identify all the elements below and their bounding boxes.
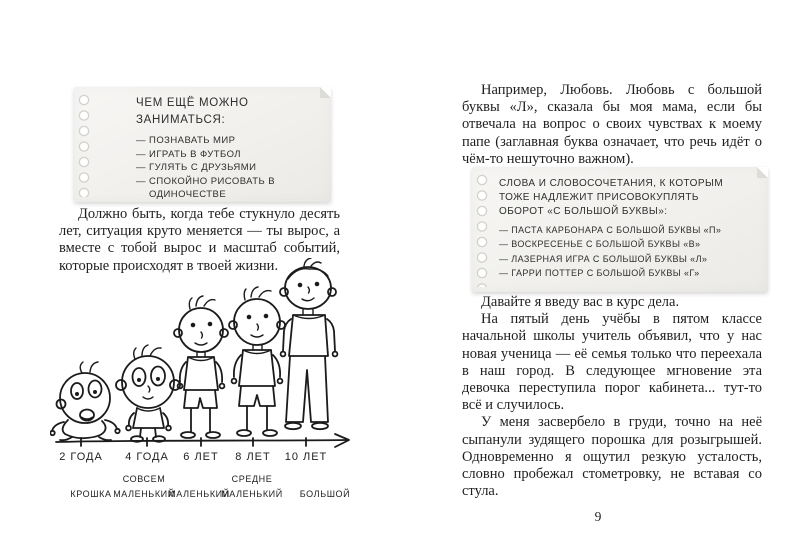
timeline-age-label: 8 ЛЕТ	[235, 451, 271, 463]
torn-edge-holes	[475, 172, 489, 287]
timeline-age-label: 10 ЛЕТ	[284, 451, 328, 463]
note-capital-letter-phrases	[472, 167, 768, 292]
note-list-item: — ГАРРИ ПОТТЕР С БОЛЬШОЙ БУКВЫ «Г»	[499, 268, 700, 279]
folded-corner	[320, 87, 331, 98]
timeline-size-label: КРОШКА	[70, 489, 112, 499]
timeline-age-label: 2 ГОДА	[59, 451, 103, 463]
timeline-size-label: МАЛЕНЬКИЙ	[168, 489, 230, 499]
timeline-age-label: 6 ЛЕТ	[183, 451, 219, 463]
left-page-paragraph: Должно быть, когда тебе стукнуло десять лет, ситуация круто меняется — ты вырос, а вместе с тобой вырос и масштаб событий, которые происходят в твоей жизни.	[59, 206, 340, 274]
note-list-item: — СПОКОЙНО РИСОВАТЬ В ОДИНОЧЕСТВЕ	[136, 175, 276, 201]
medium-boy-figure	[229, 287, 285, 436]
note-list-item: — ПАСТА КАРБОНАРА С БОЛЬШОЙ БУКВЫ «П»	[499, 225, 722, 235]
note-list-item: — ГУЛЯТЬ С ДРУЗЬЯМИ	[136, 162, 257, 174]
note-list-item: — ИГРАТЬ В ФУТБОЛ	[136, 148, 241, 160]
page-number: 9	[594, 509, 602, 524]
timeline-size-label: БОЛЬШОЙ	[299, 489, 351, 499]
big-boy-figure	[280, 258, 337, 429]
note-what-else-to-do	[74, 87, 331, 202]
note-list-item: — ВОСКРЕСЕНЬЕ С БОЛЬШОЙ БУКВЫ «В»	[499, 239, 701, 250]
toddler-figure	[116, 345, 180, 442]
right-page-paragraph-3: На пятый день учёбы в пятом классе начальной школы учитель объявил, что у нас новая ученица — её семья только что переехала в наш город. В следующее мгновение эта девочка переступила порог кабинета... тут-то всё и случилось.	[462, 311, 762, 414]
timeline-age-label: 4 ГОДА	[125, 451, 169, 463]
growth-illustration	[50, 258, 370, 454]
note-title: СЛОВА И СЛОВОСОЧЕТАНИЯ, К КОТОРЫМ ТОЖЕ НАДЛЕЖИТ ПРИСОВОКУПЛЯТЬ ОБОРОТ «С БОЛЬШОЙ БУКВЫ»:	[499, 178, 724, 217]
small-boy-figure	[174, 296, 228, 438]
note-title: ЧЕМ ЕЩЁ МОЖНО ЗАНИМАТЬСЯ:	[136, 97, 249, 126]
right-page-paragraph-1: Например, Любовь. Любовь с большой буквы «Л», сказала бы моя мама, если бы отвечала на вопрос о своих чувствах к моему папе (заглавная буква означает, что речь идёт о чём-то нешуточно важном).	[462, 82, 762, 167]
right-page-paragraph-4: У меня засвербело в груди, точно на неё сыпанули зудящего порошка для розыгрышей. Одновременно я ощутил резкую усталость, словно пробежал стометровку, не вставая со стула.	[462, 414, 762, 500]
note-list-item: — ЛАЗЕРНАЯ ИГРА С БОЛЬШОЙ БУКВЫ «Л»	[499, 253, 708, 264]
note-list-item: — ПОЗНАВАТЬ МИР	[136, 135, 236, 146]
torn-edge-holes	[77, 92, 91, 197]
timeline-size-label: СОВСЕМ МАЛЕНЬКИЙ	[113, 474, 175, 499]
timeline-size-label: СРЕДНЕ МАЛЕНЬКИЙ	[221, 474, 283, 499]
baby-figure	[50, 362, 119, 440]
folded-corner	[757, 167, 768, 178]
right-page-paragraph-2: Давайте я введу вас в курс дела.	[481, 294, 680, 310]
